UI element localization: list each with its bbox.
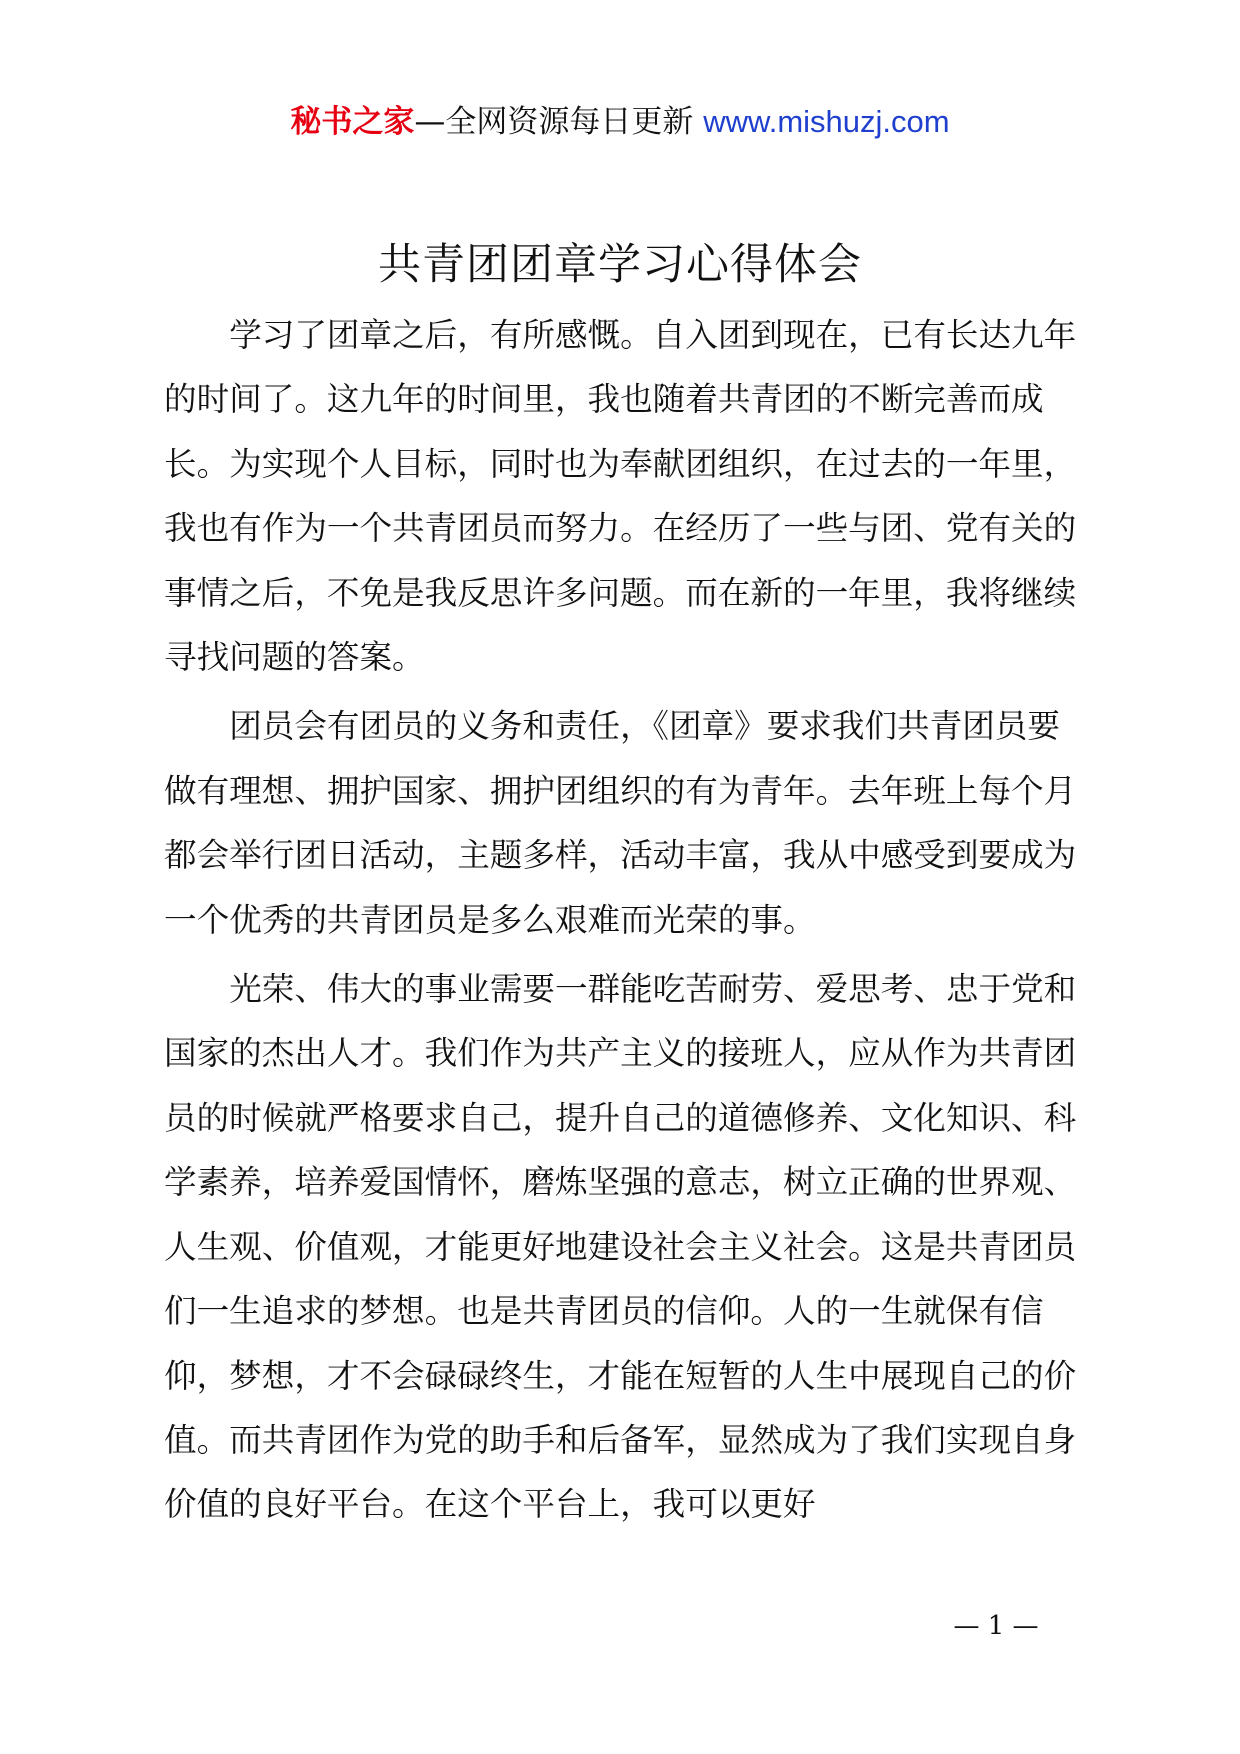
page-number: — 1 — — [953, 1611, 1039, 1641]
site-brand: 秘书之家 — [290, 104, 415, 140]
document-title: 共青团团章学习心得体会 — [378, 240, 862, 290]
site-tagline: —全网资源每日更新 — [414, 104, 704, 140]
paragraph-1: 学习了团章之后，有所感慨。自入团到现在，已有长达九年的时间了。这九年的时间里，我也随着共青团的不断完善而成长。为实现个人目标，同时也为奉献团组织，在过去的一年里，我也有作为一个共青团员而努力。在经历了一些与团、党有关的事情之后，不免是我反思许多问题。而在新的一年里，我将继续寻找问题的答案。 — [164, 316, 1077, 677]
paragraph-2: 团员会有团员的义务和责任，《团章》要求我们共青团员要做有理想、拥护国家、拥护团组织的有为青年。去年班上每个月都会举行团日活动，主题多样，活动丰富，我从中感受到要成为一个优秀的共青团员是多么艰难而光荣的事。 — [164, 707, 1077, 939]
document-body — [164, 303, 1080, 1542]
site-url-link[interactable]: www.mishuzj.com — [703, 104, 950, 139]
paragraph-3: 光荣、伟大的事业需要一群能吃苦耐劳、爱思考、忠于党和国家的杰出人才。我们作为共产主义的接班人，应从作为共青团员的时候就严格要求自己，提升自己的道德修养、文化知识、科学素养，培养爱国情怀，磨炼坚强的意志，树立正确的世界观、人生观、价值观，才能更好地建设社会主义社会。这是共青团员们一生追求的梦想。也是共青团员的信仰。人的一生就保有信仰，梦想，才不会碌碌终生，才能在短暂的人生中展现自己的价值。而共青团作为党的助手和后备军，显然成为了我们实现自身价值的良好平台。在这个平台上，我可以更好 — [164, 970, 1077, 1524]
site-header — [0, 100, 1240, 144]
